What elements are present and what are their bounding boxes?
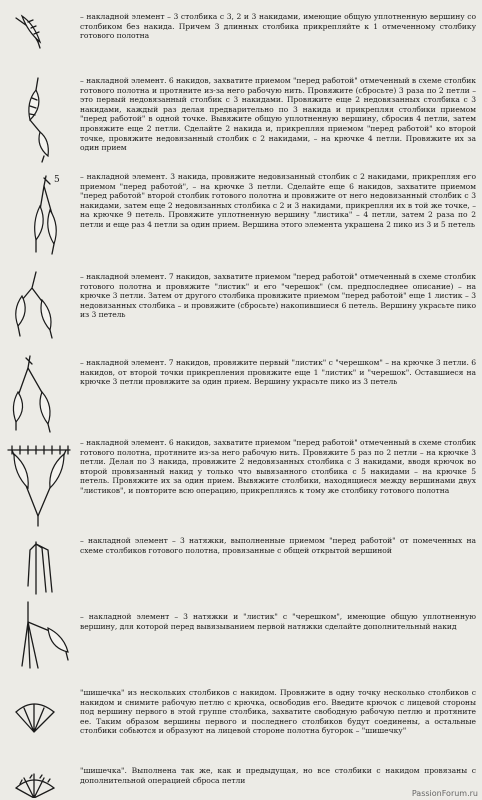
entry-text: "шишечка" из нескольких столбиков с накидом. Провяжите в одну точку несколько столбиков с накидом и снимите рабочую петлю с крючка, освободив его. Введите крючок с лицевой стороны под вершину первого в этой группе столбика, захватите свободную рабочую петлю и протяните ее. Таким образом вершины первого и последнего столбиков будут соединены, а остальные столбики собьются и образуют на лицевой стороне полотна бугорок – "шишечку": [80, 688, 476, 736]
entry-text: – накладной элемент. 7 накидов, захватите приемом "перед работой" отмеченный в схеме столбик готового полотна и провяжите "листик" и его "черешок" (см. предпоследнее описание) – на крючке 3 петли. Затем от другого столбика провяжите приемом "перед работой" еще 1 листик – 3 недовязанных столбика – и провяжите (сбросьте) накопившиеся 6 петель. Вершину украсьте пико из 3 петель: [80, 272, 476, 320]
entry-text: – накладной элемент – 3 натяжки и "листик" с "черешком", имеющие общую уплотненную вершину, для которой перед вывязыванием первой натяжки сделайте дополнительный накид: [80, 612, 476, 631]
pulls-and-leaf-symbol: [0, 596, 78, 688]
entry-4: [0, 266, 482, 346]
entry-2: [0, 70, 482, 170]
entry-9: [0, 688, 482, 768]
entry-text: – накладной элемент – 3 столбика с 3, 2 и 3 накидами, имеющие общую уплотненную вершину со столбиком без накида. Причем 3 длинных столбика прикрепляйте к 1 отмеченному столбику готового полотна: [80, 12, 476, 41]
entry-text: – накладной элемент. 7 накидов, провяжите первый "листик" с "черешком" – на крючке 3 петли. 6 накидов, от второй точки прикрепления провяжите еще 1 "листик" и "черешок". Оставшиеся на крючке 3 петли провяжите за один прием. Вершину украсьте пико из 3 петель: [80, 358, 476, 387]
picot-label: 5: [54, 175, 60, 185]
entry-6: [0, 432, 482, 532]
entry-text: – накладной элемент – 3 натяжки, выполненные приемом "перед работой" от помеченных на схеме столбиков готового полотна, провязанные с общей открытой вершиной: [80, 536, 476, 555]
closed-shell-symbol: [0, 766, 78, 798]
entry-5: [0, 350, 482, 438]
entry-text: "шишечка". Выполнена так же, как и предыдущая, но все столбики с накидом провязаны с дополнительной операцией сброса петли: [80, 766, 476, 785]
leaf-stem-symbol: [0, 70, 78, 170]
two-leaf-branch-symbol: [0, 266, 78, 346]
entry-10: [0, 766, 482, 798]
double-leaf-picot-symbol: [0, 170, 78, 262]
entry-text: – накладной элемент. 6 накидов, захватите приемом "перед работой" отмеченный в схеме столбик готового полотна, протяните из-за него рабочую нить. Провяжите 5 раз по 2 петли – на крючке 3 петли. Делая по 3 накида, провяжите 2 недовязанных столбика с 3 накидами, вводя крючок во второй провязанный накид у только что вывязанного столбика с 5 накидами – на крючке 5 петель. Провяжите их за один прием. Вывяжите столбики, находящиеся между вершинами двух "листиков", и повторите всю операцию, прикрепляясь к тому же столбику готового полотна: [80, 438, 476, 495]
triangle-leaves-symbol: [0, 432, 78, 532]
three-stitch-cluster-symbol: [0, 8, 78, 58]
entry-text: – накладной элемент. 3 накида, провяжите недовязанный столбик с 2 накидами, прикрепляя его приемом "перед работой", – на крючке 3 петли. Сделайте еще 6 накидов, захватите приемом "перед работой" второй столбик готового полотна и провяжите от него недовязанный столбик с 3 накидами, затем еще 2 недовязанных столбика с 2 и 3 накидами, прикрепляя их в той же точке, – на крючке 9 петель. Провяжите уплотненную вершину "листика" – 4 петли, затем 2 раза по 2 петли и еще раз 4 петли за один прием. Вершина этого элемента украшена 2 пико из 3 и 5 петель: [80, 172, 476, 229]
watermark: PassionForum.ru: [411, 789, 478, 798]
entry-3: [0, 170, 482, 262]
entry-1: [0, 8, 482, 58]
leaf-with-stem-symbol: [0, 350, 78, 438]
shell-symbol: [0, 688, 78, 768]
entry-8: [0, 596, 482, 688]
entry-text: – накладной элемент. 6 накидов, захватите приемом "перед работой" отмеченный в схеме столбик готового полотна и протяните из-за него рабочую нить. Провяжите (сбросьте) 3 раза по 2 петли – это первый недовязанный столбик с 3 накидами. Провяжите еще 2 недовязанных столбика с 3 накидами, каждый раз делая предварительно по 3 накида и прикрепляя столбики приемом "перед работой" в одной точке. Вывяжите общую уплотненную вершину, сбросив 4 петли, затем провяжите еще 2 петли. Сделайте 2 накида и, прикрепляя приемом "перед работой" ко второй точке, провяжите недовязанный столбик с 2 накидами, – на крючке 4 петли. Провяжите их за один прием: [80, 76, 476, 153]
